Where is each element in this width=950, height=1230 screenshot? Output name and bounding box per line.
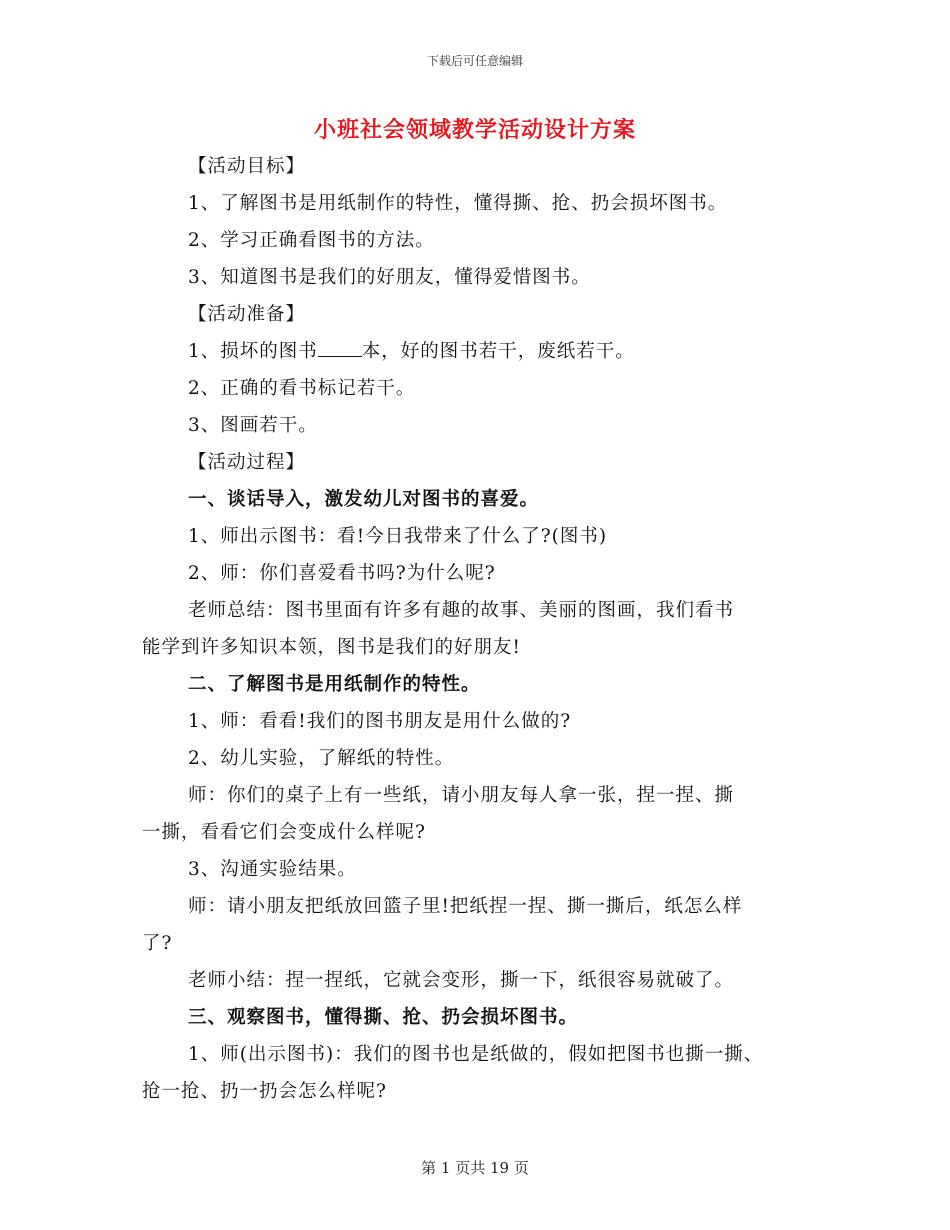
paragraph: 2、学习正确看图书的方法。 — [188, 230, 435, 251]
paragraph: 老师小结：捏一捏纸，它就会变形，撕一下，纸很容易就破了。 — [188, 970, 735, 991]
paragraph-with-blank — [142, 333, 842, 370]
paragraph-continuation: 抢一抢、扔一扔会怎么样呢? — [142, 1081, 387, 1102]
paragraph: 2、师：你们喜爱看书吗?为什么呢? — [188, 563, 496, 584]
paragraph-part: 本，好的图书若干，废纸若干。 — [361, 341, 635, 362]
document-title: 小班社会领域教学活动设计方案 — [313, 117, 636, 143]
paragraph: 3、图画若干。 — [188, 415, 318, 436]
paragraph: 1、了解图书是用纸制作的特性，懂得撕、抢、扔会损坏图书。 — [188, 193, 728, 214]
paragraph: 师：请小朋友把纸放回篮子里!把纸捏一捏、撕一撕后，纸怎么样 — [188, 896, 743, 917]
subheading: 二、了解图书是用纸制作的特性。 — [188, 674, 481, 695]
subheading: 一、谈话导入，激发幼儿对图书的喜爱。 — [188, 489, 540, 510]
paragraph: 1、师出示图书：看!今日我带来了什么了?(图书) — [188, 526, 608, 547]
paragraph-continuation: 了? — [142, 933, 173, 954]
section-heading-process: 【活动过程】 — [188, 452, 306, 473]
paragraph: 老师总结：图书里面有许多有趣的故事、美丽的图画，我们看书 — [188, 600, 735, 621]
paragraph: 1、师：看看!我们的图书朋友是用什么做的? — [188, 711, 572, 732]
paragraph: 2、正确的看书标记若干。 — [188, 378, 416, 399]
paragraph: 2、幼儿实验，了解纸的特性。 — [188, 748, 455, 769]
paragraph-continuation: 能学到许多知识本领，图书是我们的好朋友! — [142, 637, 521, 658]
page-header: 下载后可任意编辑 — [426, 54, 523, 68]
paragraph: 3、沟通实验结果。 — [188, 859, 357, 880]
paragraph: 3、知道图书是我们的好朋友，懂得爱惜图书。 — [188, 267, 591, 288]
paragraph: 1、师(出示图书)：我们的图书也是纸做的，假如把图书也撕一撕、 — [188, 1044, 764, 1065]
page-footer: 第 1 页共 19 页 — [421, 1159, 529, 1177]
document-body — [142, 148, 842, 1110]
paragraph-part: 1、损坏的图书 — [188, 341, 318, 362]
paragraph-continuation: 一撕，看看它们会变成什么样呢? — [142, 822, 426, 843]
section-heading-preparation: 【活动准备】 — [188, 304, 306, 325]
subheading: 三、观察图书，懂得撕、抢、扔会损坏图书。 — [188, 1007, 579, 1028]
section-heading-goals: 【活动目标】 — [188, 156, 306, 177]
paragraph: 师：你们的桌子上有一些纸，请小朋友每人拿一张，捏一捏、撕 — [188, 785, 735, 806]
fill-in-blank — [318, 338, 362, 357]
